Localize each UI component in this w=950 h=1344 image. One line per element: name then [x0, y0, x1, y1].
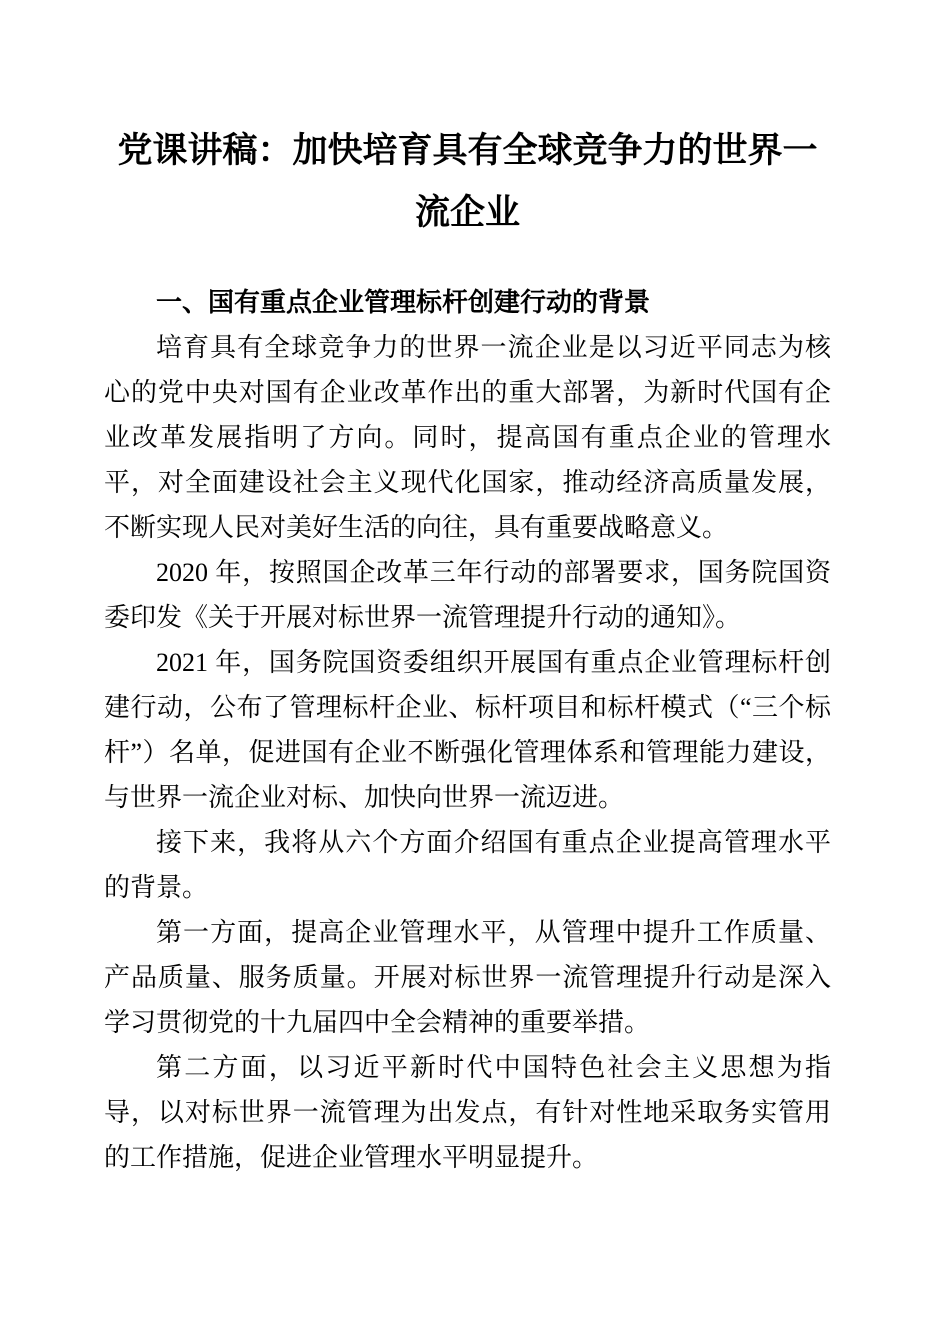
paragraph-5: 第一方面，提高企业管理水平，从管理中提升工作质量、产品质量、服务质量。开展对标世界一流管理提升行动是深入学习贯彻党的十九届四中全会精神的重要举措。	[104, 918, 831, 1037]
paragraph-2: 2020 年，按照国企改革三年行动的部署要求，国务院国资委印发《关于开展对标世界一流管理提升行动的通知》。	[104, 558, 831, 632]
paragraph-6: 第二方面，以习近平新时代中国特色社会主义思想为指导，以对标世界一流管理为出发点，有针对性地采取务实管用的工作措施，促进企业管理水平明显提升。	[104, 1053, 831, 1172]
document-title: 党课讲稿：加快培育具有全球竞争力的世界一流企业	[117, 131, 818, 232]
document-content	[104, 0, 831, 1180]
section-heading: 一、国有重点企业管理标杆创建行动的背景	[156, 287, 651, 317]
paragraph-1: 培育具有全球竞争力的世界一流企业是以习近平同志为核心的党中央对国有企业改革作出的重大部署，为新时代国有企业改革发展指明了方向。同时，提高国有重点企业的管理水平，对全面建设社会主义现代化国家，推动经济高质量发展，不断实现人民对美好生活的向往，具有重要战略意义。	[104, 333, 831, 542]
paragraph-4: 接下来，我将从六个方面介绍国有重点企业提高管理水平的背景。	[104, 828, 831, 902]
paragraph-3: 2021 年，国务院国资委组织开展国有重点企业管理标杆创建行动，公布了管理标杆企业、标杆项目和标杆模式（“三个标杆”）名单，促进国有企业不断强化管理体系和管理能力建设，与世界一流企业对标、加快向世界一流迈进。	[104, 648, 831, 812]
